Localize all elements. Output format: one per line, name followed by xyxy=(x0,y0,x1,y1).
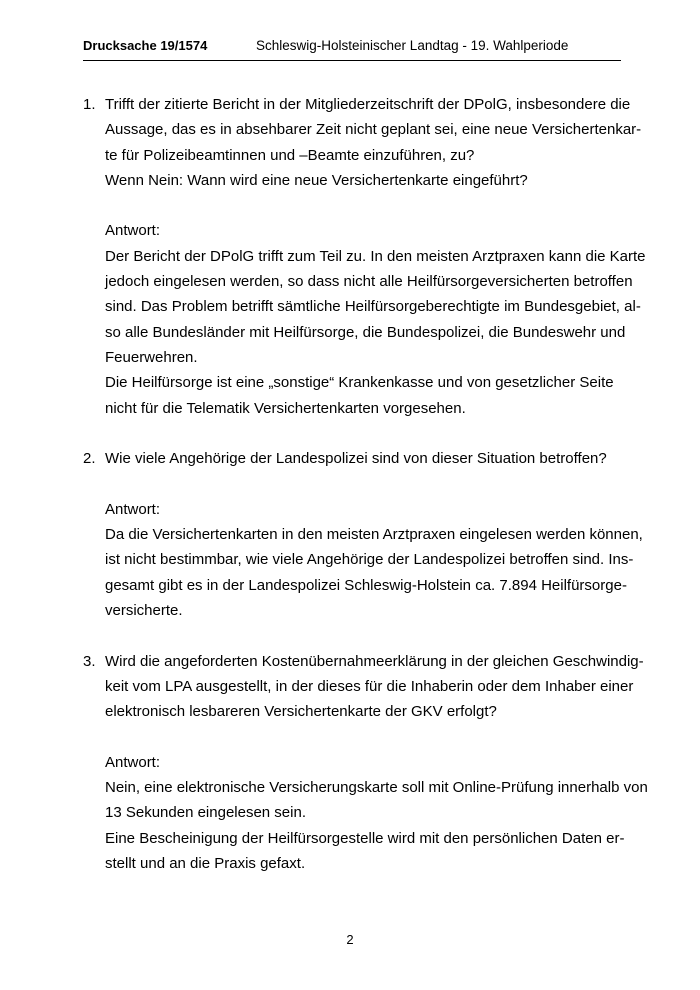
question-3 xyxy=(83,649,644,725)
question-line: te für Polizeibeamtinnen und –Beamte einzuführen, zu? xyxy=(105,146,475,164)
question-2 xyxy=(83,446,623,471)
page-header xyxy=(83,38,621,61)
answer-label: Antwort: xyxy=(105,753,161,771)
question-number: 2. xyxy=(83,450,96,468)
answer-3 xyxy=(83,750,648,876)
document-number: Drucksache 19/1574 xyxy=(83,38,208,53)
question-line: Wie viele Angehörige der Landespolizei sind von dieser Situation betroffen? xyxy=(105,450,607,468)
answer-line: Feuerwehren. xyxy=(105,348,198,366)
question-number: 1. xyxy=(83,96,96,113)
answer-line: Der Bericht der DPolG trifft zum Teil zu. In den meisten Arztpraxen kann die Karte xyxy=(105,247,646,265)
answer-label: Antwort: xyxy=(105,500,161,518)
answer-line: so alle Bundesländer mit Heilfürsorge, die Bundespolizei, die Bundeswehr und xyxy=(105,323,626,341)
answer-line: jedoch eingelesen werden, so dass nicht alle Heilfürsorgeversicherten betroffen xyxy=(105,273,633,291)
answer-line: nicht für die Telematik Versichertenkarten vorgesehen. xyxy=(105,399,466,417)
answer-line: Die Heilfürsorge ist eine „sonstige“ Krankenkasse und von gesetzlicher Seite xyxy=(105,374,614,392)
question-line: elektronisch lesbareren Versichertenkarte der GKV erfolgt? xyxy=(105,703,497,721)
answer-line: Eine Bescheinigung der Heilfürsorgestelle wird mit den persönlichen Daten er- xyxy=(105,829,625,847)
answer-2 xyxy=(83,497,643,623)
question-line: Wird die angeforderten Kostenübernahmeerklärung in der gleichen Geschwindig- xyxy=(105,652,644,670)
answer-line: 13 Sekunden eingelesen sein. xyxy=(105,804,306,822)
answer-line: Da die Versichertenkarten in den meisten Arztpraxen eingelesen werden können, xyxy=(105,526,643,544)
question-line: keit vom LPA ausgestellt, in der dieses für die Inhaberin oder dem Inhaber einer xyxy=(105,677,634,695)
question-line: Aussage, das es in absehbarer Zeit nicht geplant sei, eine neue Versichertenkar- xyxy=(105,121,642,139)
question-line: Trifft der zitierte Bericht in der Mitgliederzeitschrift der DPolG, insbesondere die xyxy=(105,96,631,113)
question-1 xyxy=(83,92,642,193)
question-line: Wenn Nein: Wann wird eine neue Versichertenkarte eingeführt? xyxy=(105,171,528,189)
answer-label: Antwort: xyxy=(105,222,161,240)
question-number: 3. xyxy=(83,652,96,670)
answer-line: sind. Das Problem betrifft sämtliche Heilfürsorgeberechtigte im Bundesgebiet, al- xyxy=(105,298,641,316)
answer-line: ist nicht bestimmbar, wie viele Angehörige der Landespolizei betroffen sind. Ins- xyxy=(105,551,634,569)
page-number: 2 xyxy=(346,932,354,947)
answer-line: stellt und an die Praxis gefaxt. xyxy=(105,854,306,872)
answer-line: gesamt gibt es in der Landespolizei Schleswig-Holstein ca. 7.894 Heilfürsorge- xyxy=(105,576,627,594)
parliament-title: Schleswig-Holsteinischer Landtag - 19. Wahlperiode xyxy=(256,38,569,53)
answer-line: Nein, eine elektronische Versicherungskarte soll mit Online-Prüfung innerhalb von xyxy=(105,779,648,797)
document-body xyxy=(83,92,648,876)
answer-line: versicherte. xyxy=(105,601,183,619)
answer-1 xyxy=(83,218,646,420)
